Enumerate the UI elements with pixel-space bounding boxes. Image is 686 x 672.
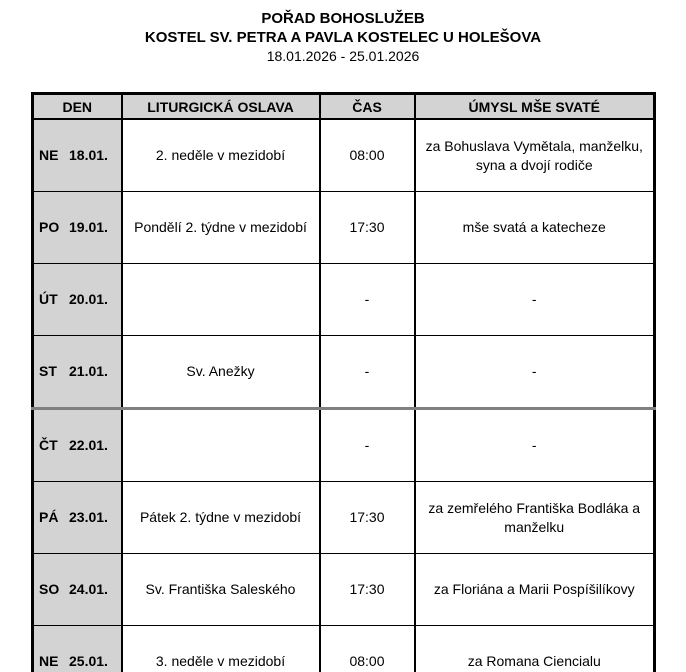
table-row	[33, 119, 655, 192]
day-cell	[33, 626, 122, 672]
day-abbrev: ST	[39, 363, 57, 380]
intention-cell: -	[415, 409, 655, 482]
intention-cell: -	[415, 336, 655, 409]
table-row	[33, 482, 655, 554]
time-cell: -	[320, 336, 415, 409]
time-cell: 08:00	[320, 626, 415, 672]
time-cell: -	[320, 264, 415, 336]
column-header-day: DEN	[33, 94, 122, 120]
table-header-row	[33, 94, 655, 120]
intention-cell: mše svatá a katecheze	[415, 192, 655, 264]
schedule-table	[31, 92, 656, 672]
day-date: 25.01.	[69, 653, 108, 670]
intention-cell: za Floriána a Marii Pospíšilíkovy	[415, 554, 655, 626]
day-abbrev: NE	[39, 147, 59, 164]
day-date: 19.01.	[69, 219, 108, 236]
document-title: POŘAD BOHOSLUŽEB	[261, 10, 425, 27]
day-date: 21.01.	[69, 363, 108, 380]
day-abbrev: NE	[39, 653, 59, 670]
day-date: 23.01.	[69, 509, 108, 526]
day-abbrev: PÁ	[39, 509, 59, 526]
celebration-cell: Pátek 2. týdne v mezidobí	[122, 482, 320, 554]
table-row	[33, 626, 655, 672]
intention-cell: -	[415, 264, 655, 336]
day-cell	[33, 264, 122, 336]
time-cell: 08:00	[320, 119, 415, 192]
table-row	[33, 409, 655, 482]
celebration-cell: Sv. Františka Saleského	[122, 554, 320, 626]
time-cell: 17:30	[320, 482, 415, 554]
celebration-cell: Pondělí 2. týdne v mezidobí	[122, 192, 320, 264]
church-name: KOSTEL SV. PETRA A PAVLA KOSTELEC U HOLEŠOVA	[144, 29, 542, 46]
day-cell	[33, 119, 122, 192]
celebration-cell: 3. neděle v mezidobí	[122, 626, 320, 672]
document-header	[0, 0, 686, 66]
time-cell: 17:30	[320, 192, 415, 264]
intention-cell: za Bohuslava Vymětala, manželku, syna a dvojí rodiče	[415, 119, 655, 192]
time-cell: -	[320, 409, 415, 482]
day-abbrev: PO	[39, 219, 60, 236]
intention-cell: za zemřelého Františka Bodláka a manželku	[415, 482, 655, 554]
column-header-celebration: LITURGICKÁ OSLAVA	[122, 94, 320, 120]
day-date: 24.01.	[69, 581, 108, 598]
day-abbrev: SO	[39, 581, 60, 598]
time-cell: 17:30	[320, 554, 415, 626]
day-date: 20.01.	[69, 291, 108, 308]
day-date: 18.01.	[69, 147, 108, 164]
table-row	[33, 264, 655, 336]
day-cell	[33, 409, 122, 482]
day-abbrev: ČT	[39, 437, 58, 454]
day-abbrev: ÚT	[39, 291, 58, 308]
column-header-time: ČAS	[320, 94, 415, 120]
day-cell	[33, 554, 122, 626]
date-range: 18.01.2026 - 25.01.2026	[266, 48, 420, 64]
day-date: 22.01.	[69, 437, 108, 454]
column-header-intention: ÚMYSL MŠE SVATÉ	[415, 94, 655, 120]
schedule-table-body	[33, 119, 655, 672]
day-cell	[33, 192, 122, 264]
day-cell	[33, 482, 122, 554]
celebration-cell	[122, 409, 320, 482]
celebration-cell	[122, 264, 320, 336]
table-row	[33, 554, 655, 626]
celebration-cell: 2. neděle v mezidobí	[122, 119, 320, 192]
table-row	[33, 192, 655, 264]
table-row	[33, 336, 655, 409]
intention-cell: za Romana Ciencialu	[415, 626, 655, 672]
celebration-cell: Sv. Anežky	[122, 336, 320, 409]
day-cell	[33, 336, 122, 409]
